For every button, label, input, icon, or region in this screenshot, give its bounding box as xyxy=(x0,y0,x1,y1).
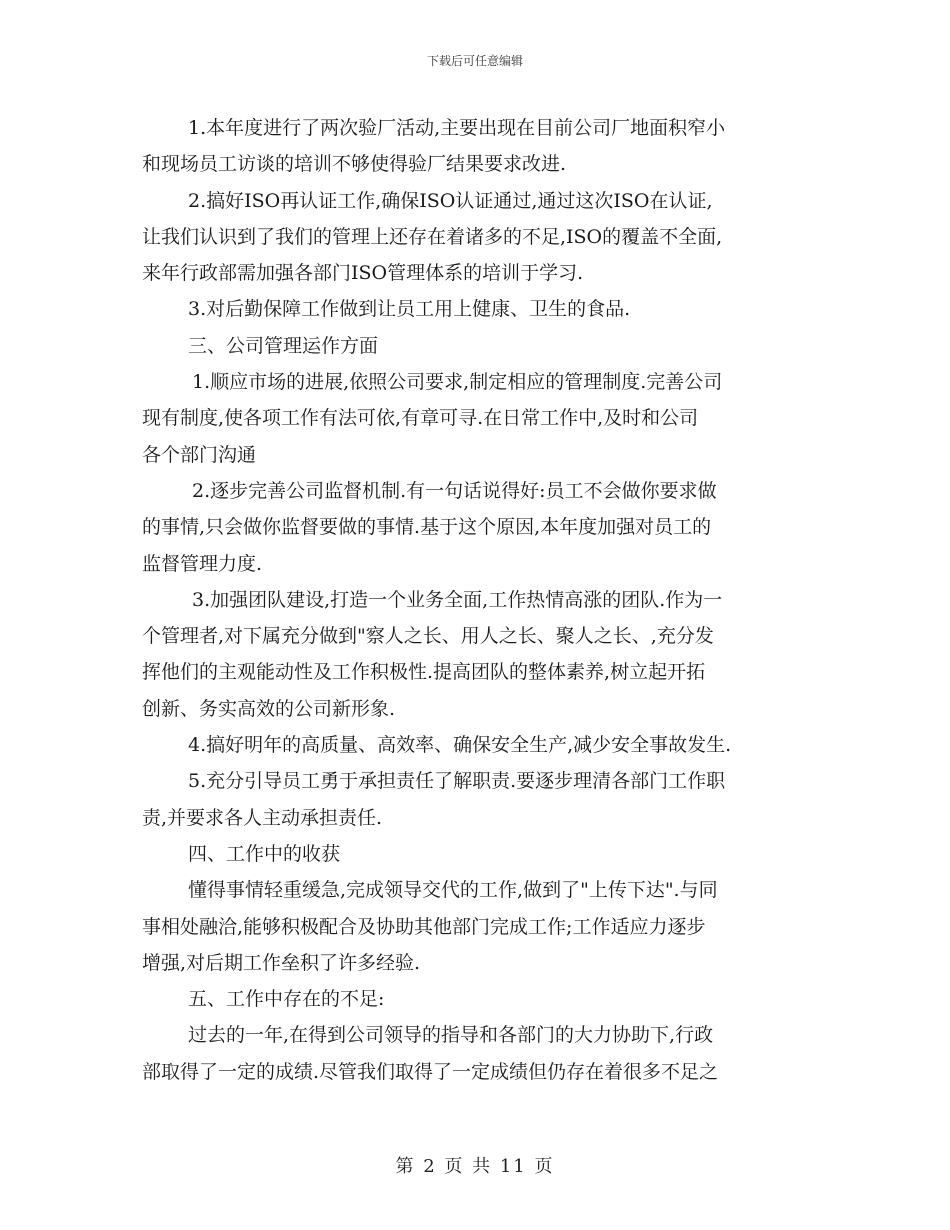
section-heading: 五、工作中存在的不足: xyxy=(188,988,385,1011)
section-heading: 三、公司管理运作方面 xyxy=(188,334,379,357)
section-heading: 四、工作中的收获 xyxy=(188,842,341,865)
paragraph-line: 3.对后勤保障工作做到让员工用上健康、卫生的食品. xyxy=(188,298,631,321)
paragraph-line: 来年行政部需加强各部门ISO管理体系的培训于学习. xyxy=(142,262,584,285)
paragraph-line: 2.搞好ISO再认证工作,确保ISO认证通过,通过这次ISO在认证, xyxy=(188,189,713,212)
paragraph-line: 3.加强团队建设,打造一个业务全面,工作热情高涨的团队.作为一 xyxy=(192,588,723,611)
paragraph-line: 现有制度,使各项工作有法可依,有章可寻.在日常工作中,及时和公司 xyxy=(142,407,699,430)
paragraph-line: 创新、务实高效的公司新形象. xyxy=(142,697,396,720)
paragraph-line: 监督管理力度. xyxy=(142,552,263,575)
document-body xyxy=(142,110,814,1090)
paragraph-line: 4.搞好明年的高质量、高效率、确保安全生产,减少安全事故发生. xyxy=(188,734,732,757)
paragraph-line: 增强,对后期工作垒积了许多经验. xyxy=(142,951,421,974)
paragraph-line: 2.逐步完善公司监督机制.有一句话说得好:员工不会做你要求做 xyxy=(192,479,717,502)
paragraph-line: 的事情,只会做你监督要做的事情.基于这个原因,本年度加强对员工的 xyxy=(142,516,712,539)
paragraph-line: 责,并要求各人主动承担责任. xyxy=(142,806,383,829)
paragraph-line: 5.充分引导员工勇于承担责任了解职责.要逐步理清各部门工作职 xyxy=(188,770,726,793)
page-footer: 第 2 页 共 11 页 xyxy=(395,1156,555,1177)
paragraph-line: 部取得了一定的成绩.尽管我们取得了一定成绩但仍存在着很多不足之 xyxy=(142,1060,719,1083)
paragraph-line: 过去的一年,在得到公司领导的指导和各部门的大力协助下,行政 xyxy=(188,1024,714,1047)
page-header: 下载后可任意编辑 xyxy=(426,54,523,68)
paragraph-line: 各个部门沟通 xyxy=(142,443,257,466)
paragraph-line: 个管理者,对下属充分做到"察人之长、用人之长、聚人之长、,充分发 xyxy=(142,625,714,648)
paragraph-line: 1.本年度进行了两次验厂活动,主要出现在目前公司厂地面积窄小 xyxy=(188,117,726,139)
paragraph-line: 懂得事情轻重缓急,完成领导交代的工作,做到了"上传下达".与同 xyxy=(188,879,718,902)
paragraph-line: 挥他们的主观能动性及工作积极性.提高团队的整体素养,树立起开拓 xyxy=(142,661,706,684)
paragraph-line: 事相处融洽,能够积极配合及协助其他部门完成工作;工作适应力逐步 xyxy=(142,915,706,938)
paragraph-line: 和现场员工访谈的培训不够使得验厂结果要求改进. xyxy=(142,153,567,176)
paragraph-line: 1.顺应市场的进展,依照公司要求,制定相应的管理制度.完善公司 xyxy=(192,371,723,394)
paragraph-line: 让我们认识到了我们的管理上还存在着诸多的不足,ISO的覆盖不全面, xyxy=(142,225,723,248)
